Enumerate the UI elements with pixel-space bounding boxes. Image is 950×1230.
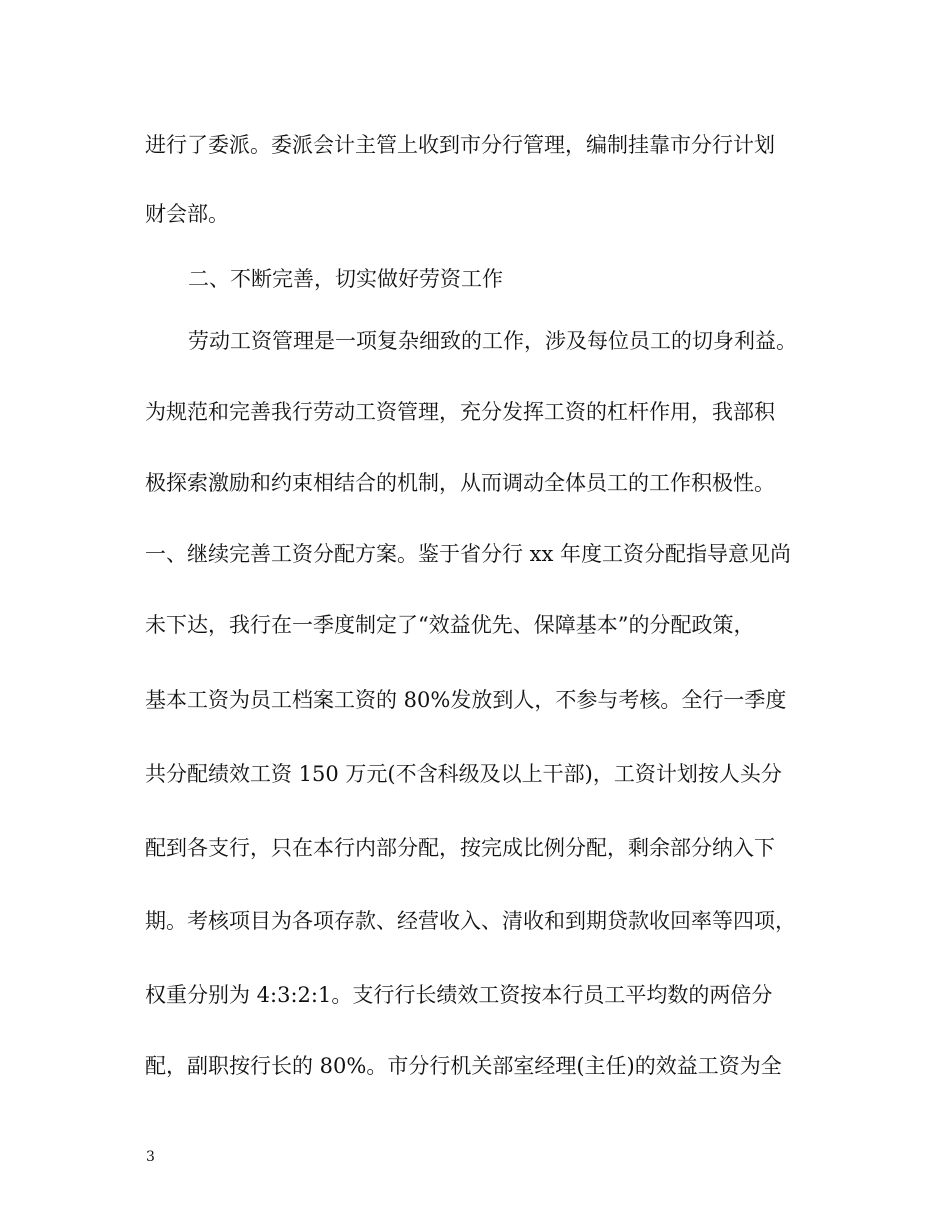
text-line-10: 共分配绩效工资 150 万元(不含科级及以上干部)，工资计划按人头分 bbox=[145, 762, 782, 786]
text-line-14: 配，副职按行长的 80%。市分行机关部室经理(主任)的效益工资为全 bbox=[145, 1054, 782, 1078]
text-line-12: 期。考核项目为各项存款、经营收入、清收和到期贷款收回率等四项， bbox=[145, 909, 796, 933]
text-line-2: 财会部。 bbox=[145, 202, 229, 226]
text-line-13: 权重分别为 4:3:2:1。支行行长绩效工资按本行员工平均数的两倍分 bbox=[145, 983, 773, 1007]
page-number: 3 bbox=[146, 1149, 155, 1165]
section-heading: 二、不断完善，切实做好劳资工作 bbox=[188, 267, 503, 291]
text-line-11: 配到各支行，只在本行内部分配，按完成比例分配，剩余部分纳入下 bbox=[145, 836, 775, 860]
text-line-7: 一、继续完善工资分配方案。鉴于省分行 xx 年度工资分配指导意见尚 bbox=[145, 542, 792, 566]
text-line-8: 未下达，我行在一季度制定了“效益优先、保障基本”的分配政策， bbox=[145, 613, 755, 637]
text-line-9: 基本工资为员工档案工资的 80%发放到人，不参与考核。全行一季度 bbox=[145, 688, 787, 712]
text-line-6: 极探索激励和约束相结合的机制，从而调动全体员工的工作积极性。 bbox=[145, 471, 775, 495]
text-line-4: 劳动工资管理是一项复杂细致的工作，涉及每位员工的切身利益。 bbox=[188, 329, 797, 353]
text-line-5: 为规范和完善我行劳动工资管理，充分发挥工资的杠杆作用，我部积 bbox=[145, 400, 775, 424]
text-line-1: 进行了委派。委派会计主管上收到市分行管理，编制挂靠市分行计划 bbox=[145, 133, 775, 157]
